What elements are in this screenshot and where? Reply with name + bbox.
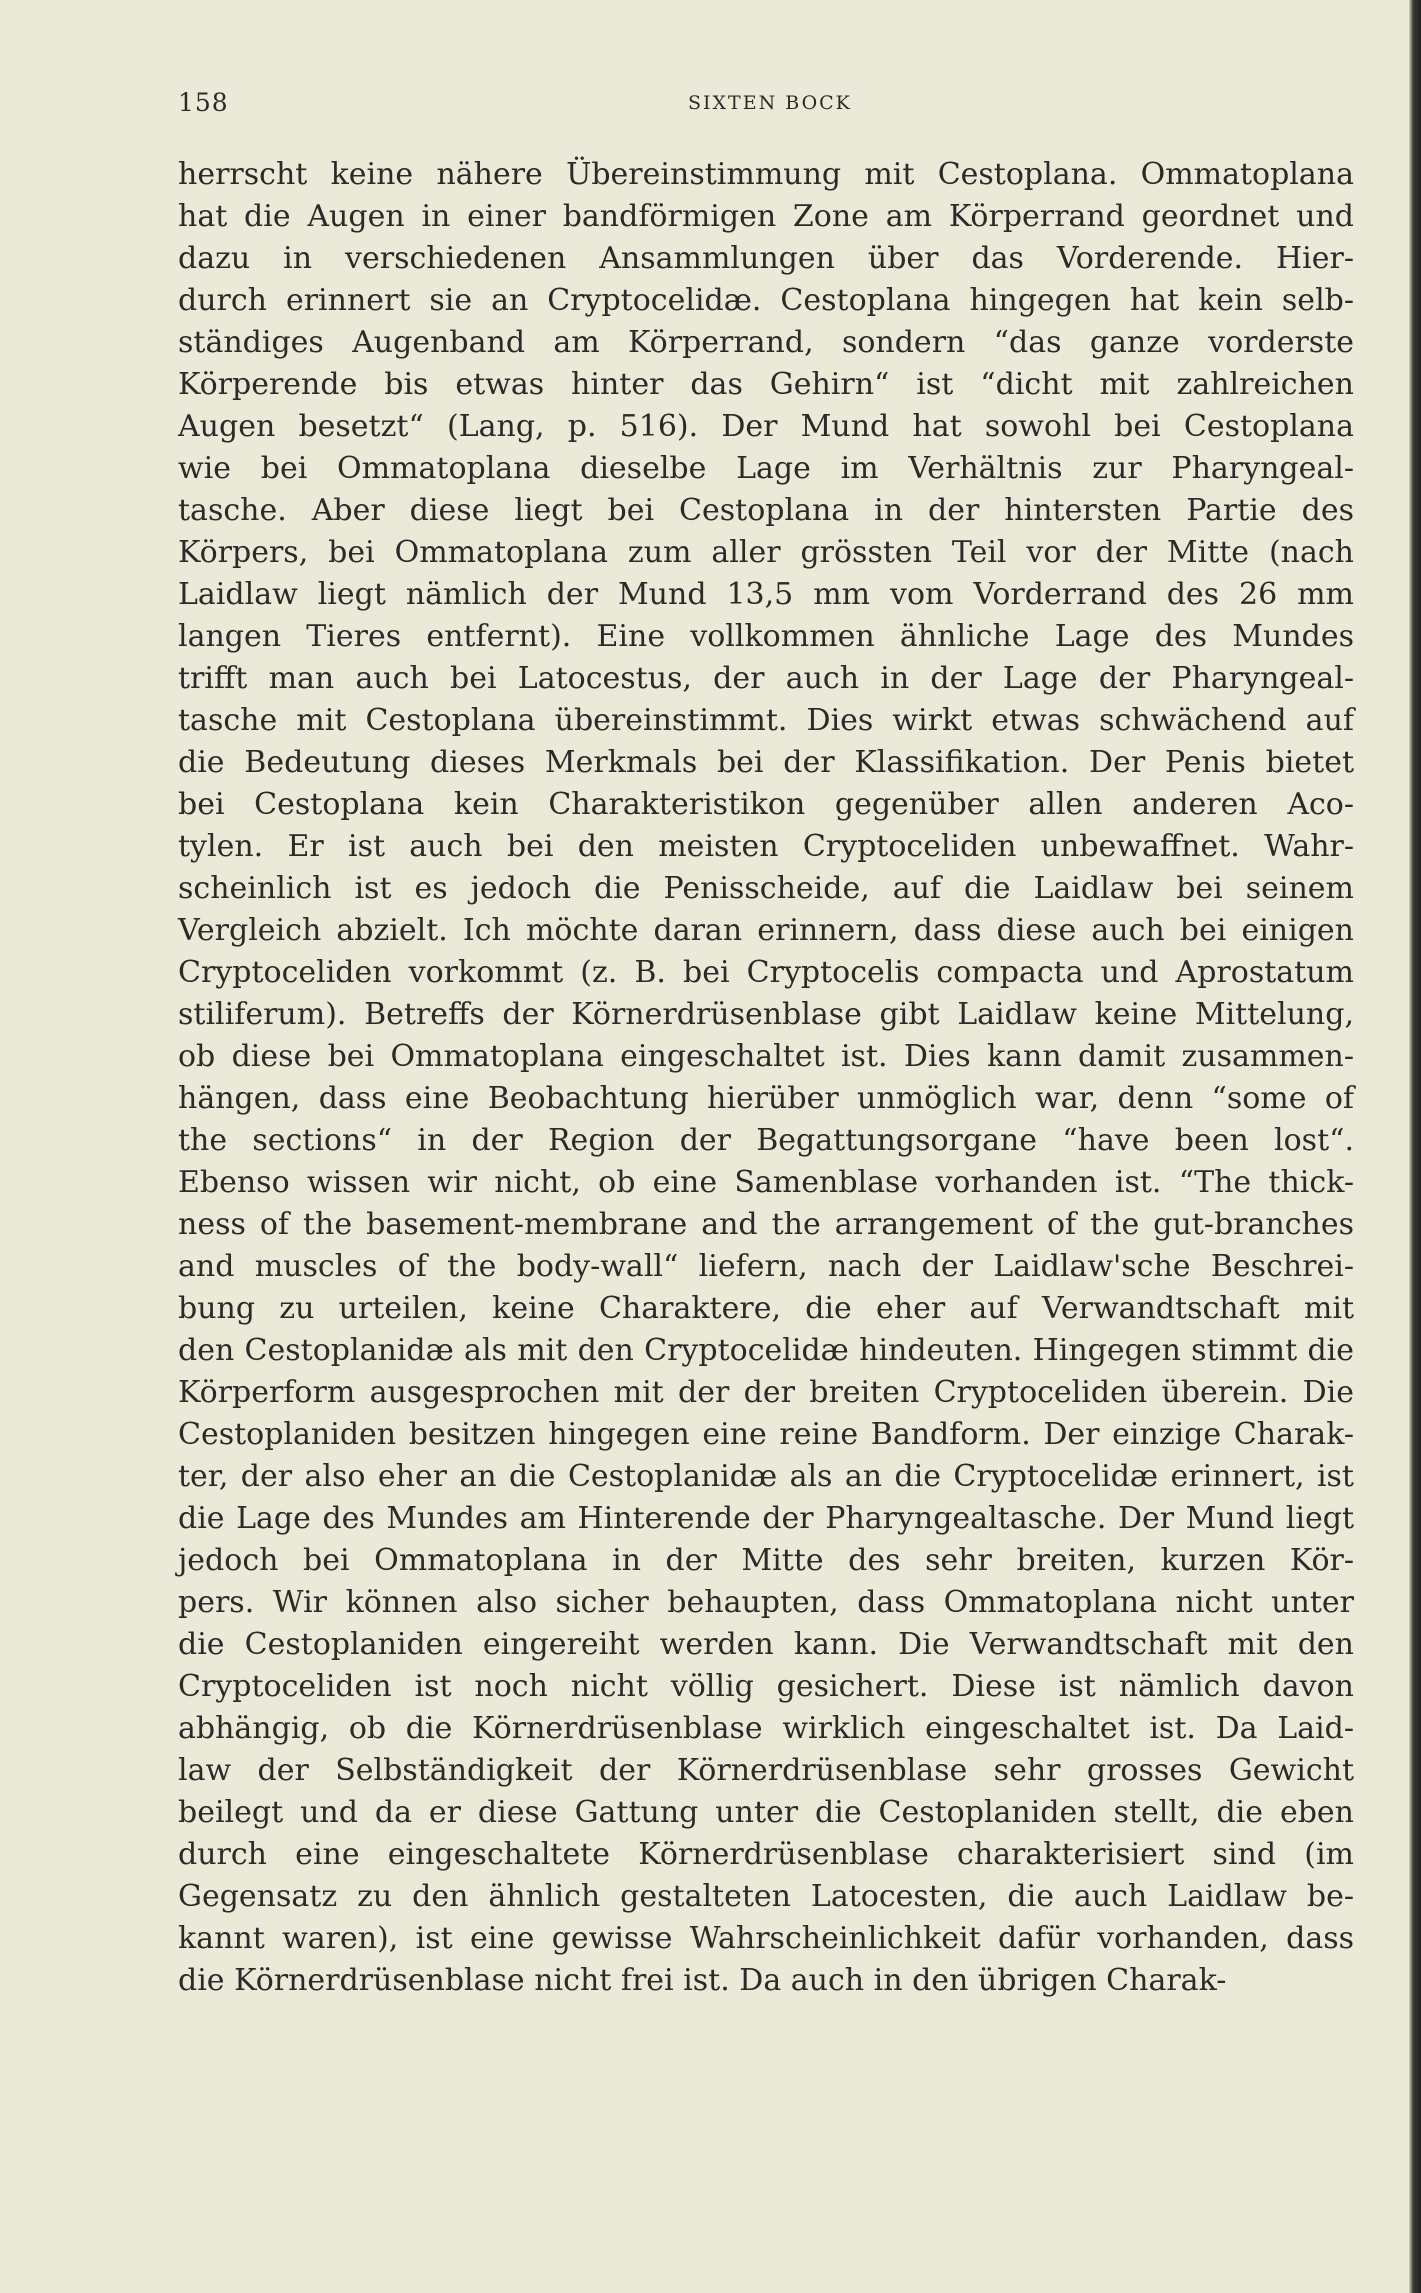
text-line: pers. Wir können also sicher behaupten, dass Ommatoplana nicht unter: [178, 1585, 1354, 1620]
text-line: Cryptoceliden ist noch nicht völlig gesichert. Diese ist nämlich davon: [178, 1669, 1354, 1704]
text-line: ob diese bei Ommatoplana eingeschaltet ist. Dies kann damit zusammen-: [178, 1039, 1354, 1074]
text-line: wie bei Ommatoplana dieselbe Lage im Verhältnis zur Pharyngeal-: [178, 451, 1354, 486]
page-header: [178, 88, 1354, 128]
text-line: die Bedeutung dieses Merkmals bei der Klassifikation. Der Penis bietet: [178, 745, 1354, 780]
page-edge-shadow: [1409, 0, 1421, 2293]
text-line: tylen. Er ist auch bei den meisten Cryptoceliden unbewaffnet. Wahr-: [178, 829, 1354, 864]
text-line: herrscht keine nähere Übereinstimmung mit Cestoplana. Ommatoplana: [178, 157, 1354, 192]
text-line: Cryptoceliden vorkommt (z. B. bei Cryptocelis compacta und Aprostatum: [178, 955, 1354, 990]
text-line: tasche mit Cestoplana übereinstimmt. Dies wirkt etwas schwächend auf: [178, 703, 1354, 738]
text-line: ständiges Augenband am Körperrand, sondern “das ganze vorderste: [178, 325, 1354, 360]
text-line: stiliferum). Betreffs der Körnerdrüsenblase gibt Laidlaw keine Mittelung,: [178, 997, 1354, 1032]
text-line: durch eine eingeschaltete Körnerdrüsenblase charakterisiert sind (im: [178, 1837, 1354, 1872]
text-line: hat die Augen in einer bandförmigen Zone am Körperrand geordnet und: [178, 199, 1354, 234]
text-line: ness of the basement-membrane and the arrangement of the gut-branches: [178, 1207, 1354, 1242]
text-line: Cestoplaniden besitzen hingegen eine reine Bandform. Der einzige Charak-: [178, 1417, 1354, 1452]
text-line: ter, der also eher an die Cestoplanidæ als an die Cryptocelidæ erinnert, ist: [178, 1459, 1354, 1494]
text-line: die Lage des Mundes am Hinterende der Pharyngealtasche. Der Mund liegt: [178, 1501, 1354, 1536]
text-line: jedoch bei Ommatoplana in der Mitte des sehr breiten, kurzen Kör-: [178, 1543, 1354, 1578]
text-line: scheinlich ist es jedoch die Penisscheide, auf die Laidlaw bei seinem: [178, 871, 1354, 906]
text-line: Körpers, bei Ommatoplana zum aller grössten Teil vor der Mitte (nach: [178, 535, 1354, 570]
text-line: Vergleich abzielt. Ich möchte daran erinnern, dass diese auch bei einigen: [178, 913, 1354, 948]
text-line: and muscles of the body-wall“ liefern, nach der Laidlaw'sche Beschrei-: [178, 1249, 1354, 1284]
text-line: die Cestoplaniden eingereiht werden kann. Die Verwandtschaft mit den: [178, 1627, 1354, 1662]
text-line: den Cestoplanidæ als mit den Cryptocelidæ hindeuten. Hingegen stimmt die: [178, 1333, 1354, 1368]
text-line: Körperform ausgesprochen mit der der breiten Cryptoceliden überein. Die: [178, 1375, 1354, 1410]
text-line: die Körnerdrüsenblase nicht frei ist. Da auch in den übrigen Charak-: [178, 1963, 1227, 1998]
text-line: tasche. Aber diese liegt bei Cestoplana in der hintersten Partie des: [178, 493, 1354, 528]
body-text: [178, 154, 1354, 2002]
text-line: hängen, dass eine Beobachtung hierüber unmöglich war, denn “some of: [178, 1081, 1354, 1116]
text-line: trifft man auch bei Latocestus, der auch in der Lage der Pharyngeal-: [178, 661, 1354, 696]
text-line: bei Cestoplana kein Charakteristikon gegenüber allen anderen Aco-: [178, 787, 1354, 822]
text-line: Laidlaw liegt nämlich der Mund 13,5 mm vom Vorderrand des 26 mm: [178, 577, 1354, 612]
text-line: bung zu urteilen, keine Charaktere, die eher auf Verwandtschaft mit: [178, 1291, 1354, 1326]
text-line: Gegensatz zu den ähnlich gestalteten Latocesten, die auch Laidlaw be-: [178, 1879, 1354, 1914]
text-line: beilegt und da er diese Gattung unter die Cestoplaniden stellt, die eben: [178, 1795, 1354, 1830]
running-head: SIXTEN BOCK: [688, 92, 852, 114]
text-line: Augen besetzt“ (Lang, p. 516). Der Mund hat sowohl bei Cestoplana: [178, 409, 1354, 444]
text-line: Körperende bis etwas hinter das Gehirn“ ist “dicht mit zahlreichen: [178, 367, 1354, 402]
text-line: abhängig, ob die Körnerdrüsenblase wirklich eingeschaltet ist. Da Laid-: [178, 1711, 1354, 1746]
text-line: Ebenso wissen wir nicht, ob eine Samenblase vorhanden ist. “The thick-: [178, 1165, 1354, 1200]
text-line: law der Selbständigkeit der Körnerdrüsenblase sehr grosses Gewicht: [178, 1753, 1354, 1788]
text-line: the sections“ in der Region der Begattungsorgane “have been lost“.: [178, 1123, 1354, 1158]
text-line: langen Tieres entfernt). Eine vollkommen ähnliche Lage des Mundes: [178, 619, 1354, 654]
page-number: 158: [178, 88, 229, 117]
text-line: durch erinnert sie an Cryptocelidæ. Cestoplana hingegen hat kein selb-: [178, 283, 1354, 318]
text-line: kannt waren), ist eine gewisse Wahrscheinlichkeit dafür vorhanden, dass: [178, 1921, 1354, 1956]
text-line: dazu in verschiedenen Ansammlungen über das Vorderende. Hier-: [178, 241, 1354, 276]
